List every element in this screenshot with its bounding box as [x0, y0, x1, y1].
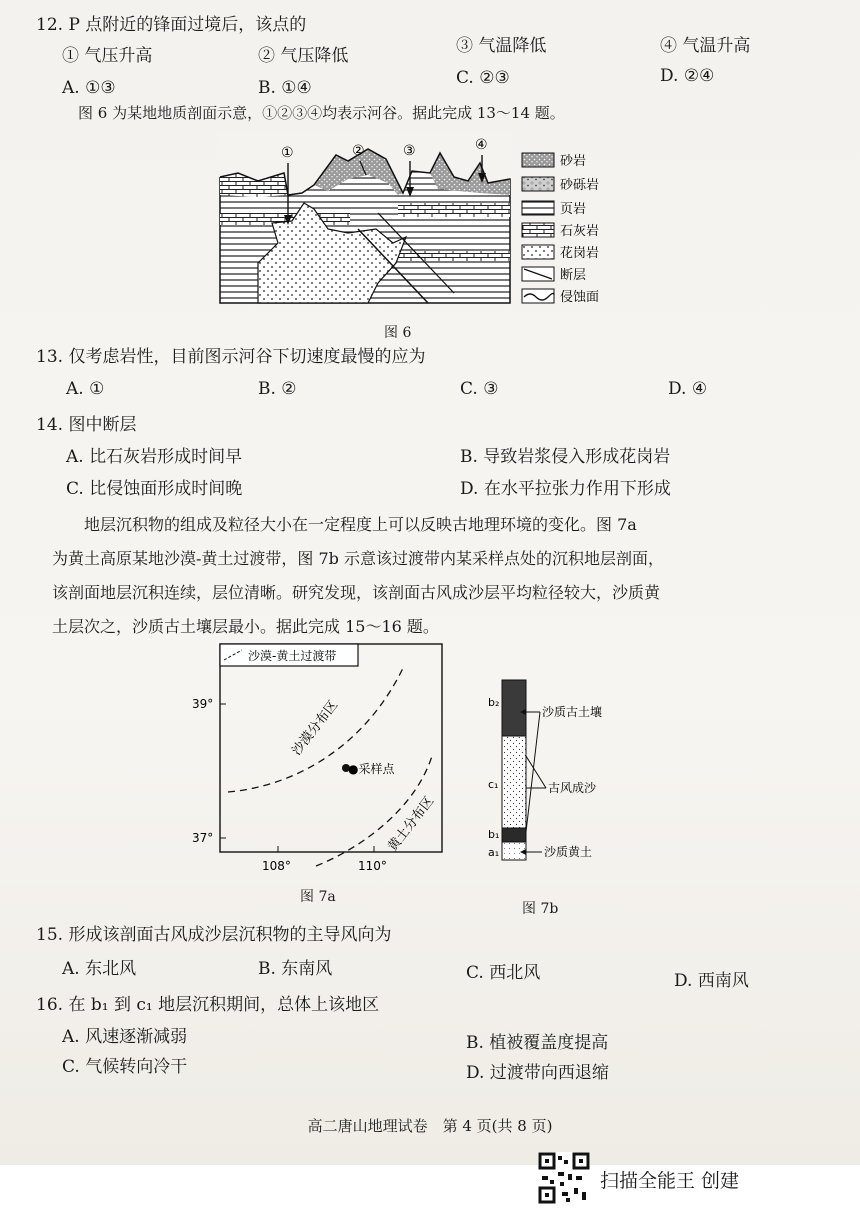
- valley-marker-4: ④: [475, 137, 488, 153]
- desert-area-label: 沙漠分布区: [289, 697, 342, 759]
- fig7a-caption: 图 7a: [300, 889, 336, 905]
- q15-option-c: C. 西北风: [466, 963, 541, 983]
- lat-37: 37°: [192, 831, 214, 845]
- q16-option-a: A. 风速逐渐减弱: [62, 1027, 188, 1047]
- legend-conglomerate: 砂砾岩: [560, 178, 600, 193]
- lon-108: 108°: [262, 859, 291, 873]
- qr-code-icon: [538, 1152, 590, 1204]
- valley-marker-1: ①: [281, 145, 294, 161]
- material-line-1: 地层沉积物的组成及粒径大小在一定程度上可以反映古地理环境的变化。图 7a: [84, 515, 637, 534]
- q16-option-d: D. 过渡带向西退缩: [466, 1063, 609, 1083]
- sample-point-label: ●采样点: [348, 762, 395, 776]
- q12-option-c: C. ②③: [456, 68, 510, 88]
- fig7b-profile: [482, 676, 632, 880]
- fig7a-legend: 沙漠-黄土过渡带: [248, 649, 337, 663]
- annot-aeolian-sand: 古风成沙: [548, 781, 597, 795]
- legend-granite: 花岗岩: [560, 246, 600, 261]
- q16-stem: 16. 在 b₁ 到 c₁ 地层沉积期间，总体上该地区: [36, 995, 380, 1015]
- scanner-watermark: 扫描全能王 创建: [600, 1170, 740, 1192]
- fig6-geologic-section: [218, 133, 638, 313]
- q13-stem: 13. 仅考虑岩性，目前图示河谷下切速度最慢的应为: [36, 347, 426, 367]
- q12-item-1: ① 气压升高: [62, 46, 153, 66]
- q13-option-c: C. ③: [460, 379, 499, 399]
- material-line-2: 为黄土高原某地沙漠-黄土过渡带，图 7b 示意该过渡带内某采样点处的沉积地层剖面，: [52, 549, 665, 568]
- q15-option-b: B. 东南风: [258, 959, 333, 979]
- q14-option-a: A. 比石灰岩形成时间早: [66, 447, 243, 467]
- q12-item-2: ② 气压降低: [258, 46, 349, 66]
- annot-paleosol: 沙质古土壤: [542, 705, 603, 719]
- legend-fault: 断层: [560, 268, 587, 283]
- q16-option-b: B. 植被覆盖度提高: [466, 1033, 609, 1053]
- loess-area-label: 黄土分布区: [385, 793, 438, 855]
- legend-limestone: 石灰岩: [560, 224, 600, 239]
- layer-b2: b₂: [488, 696, 500, 709]
- legend-erosion-surface: 侵蚀面: [560, 290, 600, 305]
- q12-option-b: B. ①④: [258, 78, 312, 98]
- q14-stem: 14. 图中断层: [36, 415, 137, 435]
- q15-option-d: D. 西南风: [674, 971, 749, 991]
- fig6-caption: 图 6: [384, 325, 412, 341]
- annot-sandy-loess: 沙质黄土: [544, 845, 593, 859]
- q12-item-4: ④ 气温升高: [660, 36, 751, 56]
- lon-110: 110°: [358, 859, 387, 873]
- fig6-intro: 图 6 为某地地质剖面示意，①②③④均表示河谷。据此完成 13～14 题。: [78, 104, 565, 122]
- legend-sandstone: 砂岩: [560, 154, 587, 169]
- fig7a-map: [186, 636, 456, 888]
- layer-a1: a₁: [488, 846, 500, 859]
- valley-marker-3: ③: [403, 143, 416, 159]
- q13-option-d: D. ④: [668, 379, 708, 399]
- page-footer: 高二唐山地理试卷 第 4 页(共 8 页): [307, 1117, 553, 1135]
- fig7b-caption: 图 7b: [522, 901, 559, 917]
- fig6-legend: [522, 153, 599, 305]
- material-line-4: 土层次之，沙质古土壤层最小。据此完成 15～16 题。: [52, 617, 439, 636]
- material-line-3: 该剖面地层沉积连续，层位清晰。研究发现，该剖面古风成沙层平均粒径较大，沙质黄: [52, 583, 661, 602]
- q13-option-a: A. ①: [66, 379, 105, 399]
- q15-option-a: A. 东北风: [62, 959, 137, 979]
- q14-option-d: D. 在水平拉张力作用下形成: [460, 479, 671, 499]
- q15-stem: 15. 形成该剖面古风成沙层沉积物的主导风向为: [36, 925, 392, 945]
- layer-b1: b₁: [488, 828, 500, 841]
- q13-option-b: B. ②: [258, 379, 297, 399]
- valley-marker-2: ②: [352, 143, 365, 159]
- q12-option-d: D. ②④: [660, 66, 715, 86]
- q12-item-3: ③ 气温降低: [456, 36, 547, 56]
- lat-39: 39°: [192, 697, 214, 711]
- q12-option-a: A. ①③: [62, 78, 116, 98]
- legend-shale: 页岩: [560, 202, 587, 217]
- q14-option-b: B. 导致岩浆侵入形成花岗岩: [460, 447, 671, 467]
- q16-option-c: C. 气候转向冷干: [62, 1057, 188, 1077]
- q12-stem: 12. P 点附近的锋面过境后，该点的: [36, 15, 307, 35]
- q14-option-c: C. 比侵蚀面形成时间晚: [66, 479, 243, 499]
- layer-c1: c₁: [488, 778, 499, 791]
